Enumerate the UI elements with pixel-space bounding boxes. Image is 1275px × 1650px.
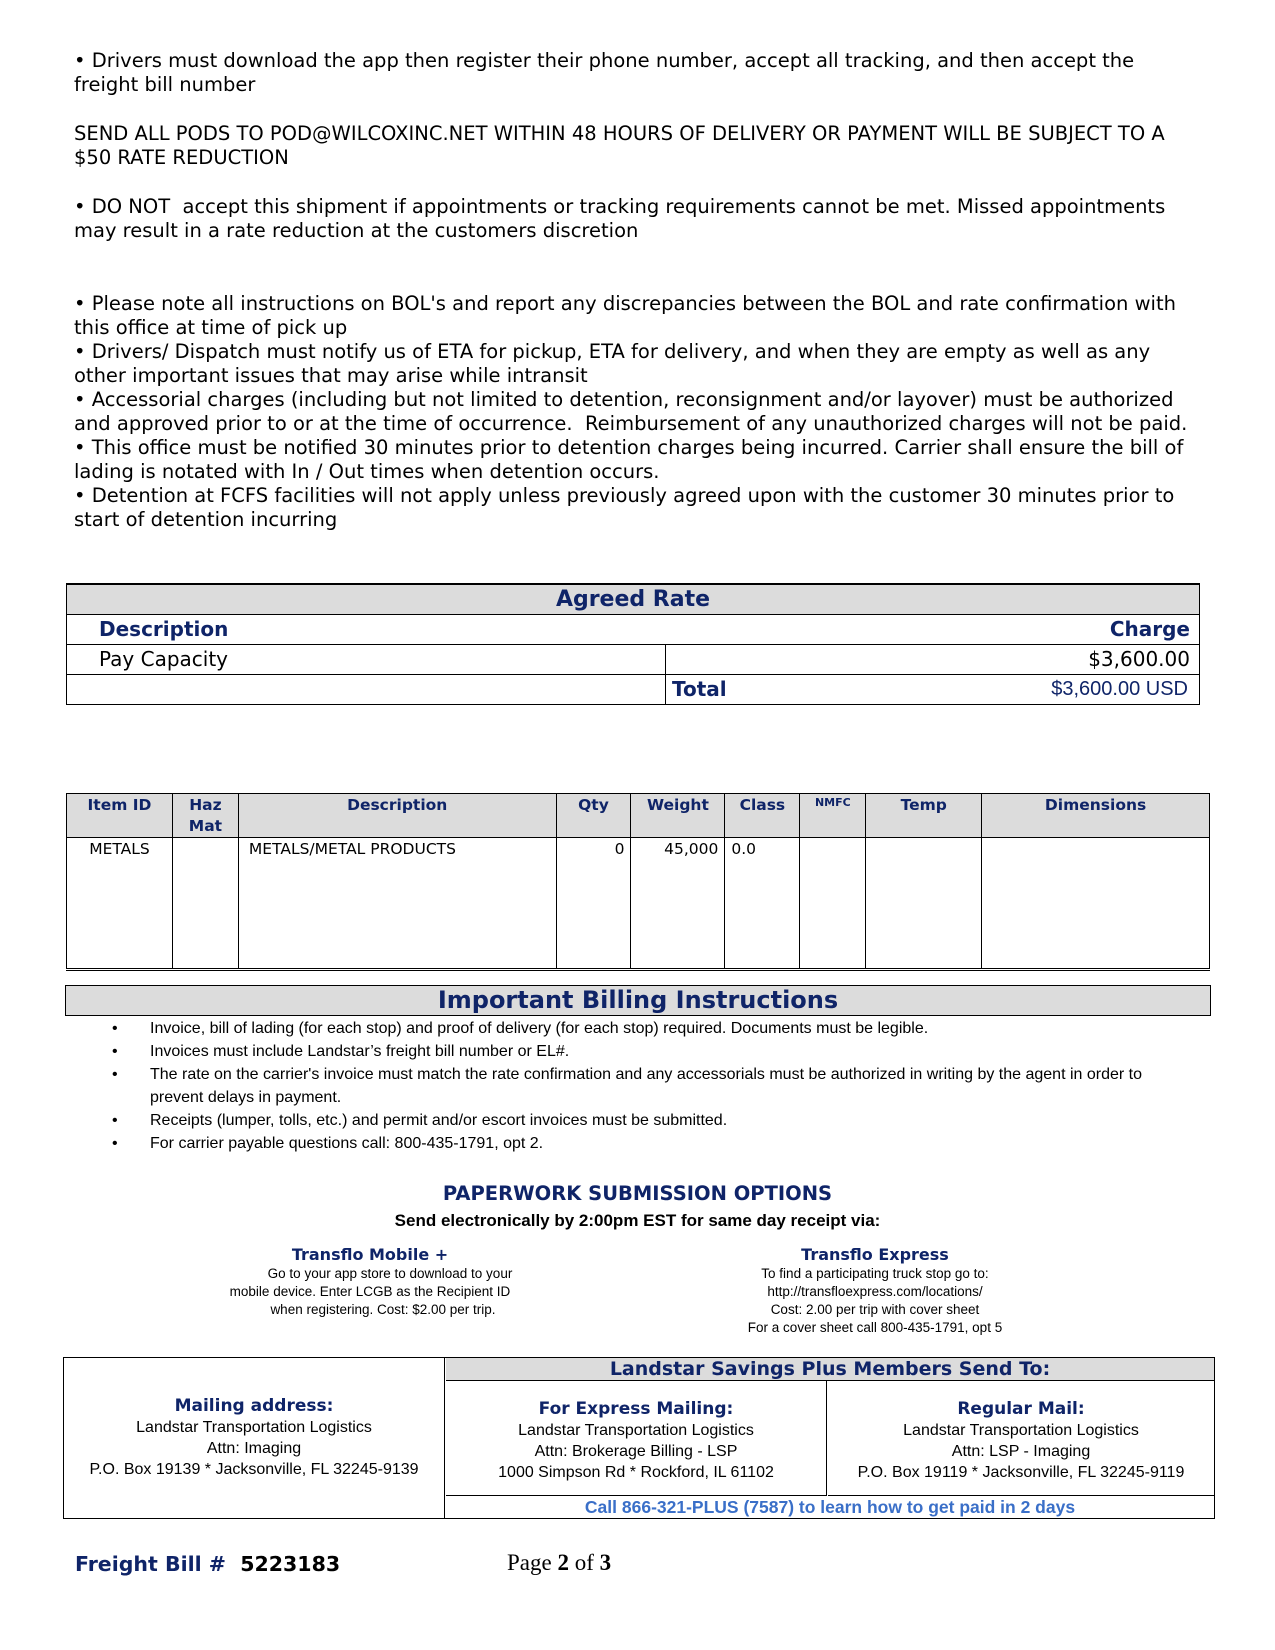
total-label: Total: [672, 677, 727, 701]
agreed-rate-title: Agreed Rate: [67, 585, 1199, 615]
cell-class: 0.0: [725, 838, 800, 970]
list-item: • Invoice, bill of lading (for each stop) and proof of delivery (for each stop) required. Documents must be legible.: [112, 1020, 929, 1037]
list-item: • The rate on the carrier's invoice must match the rate confirmation and any accessorials must be authorized in writing by the agent in order to prevent delays in payment.: [112, 1066, 1142, 1106]
col-class: Class: [725, 794, 800, 838]
mailing-address: Mailing address: Landstar Transportation Logistics Attn: Imaging P.O. Box 19139 * Jacksonville, FL 32245-9139: [64, 1358, 445, 1518]
savings-plus-header: Landstar Savings Plus Members Send To:: [446, 1358, 1214, 1381]
total-value: $3,600.00 USD: [1051, 678, 1188, 700]
paperwork-title: PAPERWORK SUBMISSION OPTIONS: [442, 1182, 833, 1205]
mailing-box: [63, 1357, 1215, 1519]
list-item: • For carrier payable questions call: 800-435-1791, opt 2.: [112, 1135, 544, 1152]
transflo-express: Transflo Express To find a participating truck stop go to: http://transfloexpress.com/locations/ Cost: 2.00 per trip with cover sheet For a cover sheet call 800-435-1791, opt 5: [710, 1245, 1040, 1337]
transflo-mobile: Transflo Mobile + Go to your app store to download to your mobile device. Enter LCGB as the Recipient ID when registering. Cost: $2.00 per trip.: [180, 1245, 560, 1319]
cell-weight: 45,000: [631, 838, 725, 970]
col-description: Description: [238, 794, 556, 838]
col-haz-mat: Haz Mat: [172, 794, 238, 838]
table-row: [67, 838, 1210, 970]
line-charge: $3,600.00: [1088, 647, 1190, 671]
page-number: Page 2 of 3: [507, 1550, 612, 1575]
cell-qty: 0: [556, 838, 631, 970]
transflo-express-title: Transflo Express: [801, 1245, 949, 1264]
cell-haz-mat: [172, 838, 238, 970]
list-item: • Invoices must include Landstar’s freight bill number or EL#.: [112, 1043, 570, 1060]
instruction-list: • Please note all instructions on BOL's and report any discrepancies between the BOL and rate confirmation with this office at time of pick up • Drivers/ Dispatch must notify us of ETA for pickup, ETA for delivery, and when they are empty as well as any other important issues that may arise while intransit • Accessorial charges (including but not limited to detention, reconsignment and/or layover) must be authorized and approved prior to or at the time of occurrence. Reimbursement of any unauthorized charges will not be paid. • This office must be notified 30 minutes prior to detention charges being incurred. Carrier shall ensure the bill of lading is notated with In / Out times when detention occurs. • Detention at FCFS facilities will not apply unless previously agreed upon with the customer 30 minutes prior to start of detention incurring: [74, 292, 1188, 531]
regular-mail: Regular Mail: Landstar Transportation Logistics Attn: LSP - Imaging P.O. Box 19119 * Jacksonville, FL 32245-9119: [828, 1381, 1214, 1496]
col-weight: Weight: [631, 794, 725, 838]
get-paid-call: Call 866-321-PLUS (7587) to learn how to get paid in 2 days: [584, 1497, 1076, 1517]
cell-description: METALS/METAL PRODUCTS: [238, 838, 556, 970]
col-nmfc: NMFC: [800, 794, 866, 838]
items-table: [66, 793, 1210, 971]
instruction-do-not-accept: • DO NOT accept this shipment if appointments or tracking requirements cannot be met. Missed appointments may result in a rate reduction at the customers discretion: [74, 195, 1172, 242]
billing-bullets: [112, 1017, 1192, 1155]
cell-temp: [866, 838, 982, 970]
col-qty: Qty: [556, 794, 631, 838]
cell-nmfc: [800, 838, 866, 970]
col-temp: Temp: [866, 794, 982, 838]
express-mailing: For Express Mailing: Landstar Transportation Logistics Attn: Brokerage Billing - LSP 1000 Simpson Rd * Rockford, IL 61102: [446, 1381, 827, 1496]
paperwork-subtitle: Send electronically by 2:00pm EST for same day receipt via:: [394, 1211, 881, 1230]
charge-header: Charge: [1109, 617, 1190, 641]
agreed-rate-table: [66, 583, 1200, 705]
instruction-app-download: • Drivers must download the app then register their phone number, accept all tracking, and then accept the freight bill number: [74, 49, 1141, 96]
col-dimensions: Dimensions: [982, 794, 1210, 838]
cell-item-id: METALS: [67, 838, 173, 970]
col-item-id: Item ID: [67, 794, 173, 838]
freight-bill-number: Freight Bill # 5223183: [75, 1552, 341, 1576]
description-header: Description: [99, 617, 229, 641]
transflo-mobile-title: Transflo Mobile +: [291, 1245, 449, 1264]
cell-dimensions: [982, 838, 1210, 970]
line-description: Pay Capacity: [99, 647, 229, 671]
billing-title: Important Billing Instructions: [65, 985, 1211, 1016]
list-item: • Receipts (lumper, tolls, etc.) and permit and/or escort invoices must be submitted.: [112, 1112, 728, 1129]
instruction-send-pods: SEND ALL PODS TO POD@WILCOXINC.NET WITHIN 48 HOURS OF DELIVERY OR PAYMENT WILL BE SUBJECT TO A $50 RATE REDUCTION: [74, 122, 1171, 169]
